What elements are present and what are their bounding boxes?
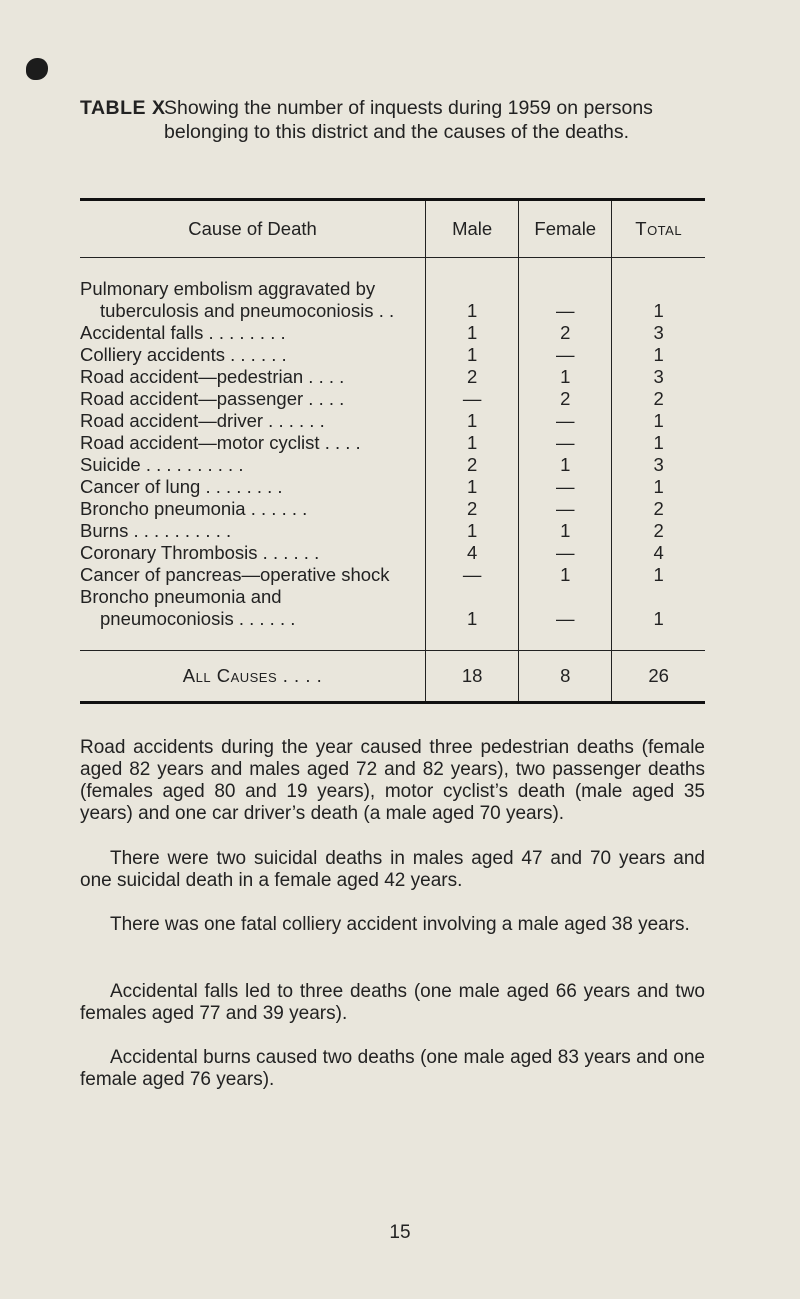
- total-label: All Causes . . . .: [80, 651, 426, 703]
- row-total: 1: [612, 608, 705, 630]
- table-row: [80, 520, 705, 542]
- row-cause: Accidental falls . . . . . . . .: [80, 322, 286, 343]
- row-total: 3: [612, 366, 705, 388]
- page-number: 15: [389, 1222, 411, 1243]
- row-female: —: [519, 432, 612, 454]
- row-cause: Road accident—driver . . . . . .: [80, 410, 325, 431]
- row-male: 1: [426, 322, 519, 344]
- row-cause: Suicide . . . . . . . . . .: [80, 454, 244, 475]
- total-row: [80, 651, 705, 703]
- row-female: —: [519, 410, 612, 432]
- row-cause: Broncho pneumonia . . . . . .: [80, 498, 308, 519]
- row-cause: Cancer of pancreas—operative shock: [80, 564, 390, 585]
- row-cause: Road accident—pedestrian . . . .: [80, 366, 345, 387]
- row-total: 3: [612, 454, 705, 476]
- row-male: 4: [426, 542, 519, 564]
- row-total: 1: [612, 410, 705, 432]
- row-female: 1: [519, 520, 612, 542]
- row-cause: Road accident—passenger . . . .: [80, 388, 345, 409]
- caption-label: TABLE X: [80, 97, 166, 119]
- row-female: —: [519, 608, 612, 630]
- row-female: 1: [519, 366, 612, 388]
- row-cause: Burns . . . . . . . . . .: [80, 520, 232, 541]
- row-female: 1: [519, 564, 612, 586]
- paragraph-road-accidents: Road accidents during the year caused three pedestrian deaths (female aged 82 years and males aged 72 and 82 years), two passenger deaths (females aged 80 and 19 years), motor cyclist’s death (male aged 35 years) and one car driver’s death (a male aged 70 years).: [80, 737, 705, 824]
- table-caption: [80, 96, 720, 144]
- table-row: [80, 542, 705, 564]
- table-row: [80, 388, 705, 410]
- table-row: [80, 476, 705, 498]
- row-total: 1: [612, 564, 705, 586]
- total-total: 26: [612, 651, 705, 703]
- row-male: —: [426, 564, 519, 586]
- row-female: [519, 278, 612, 300]
- row-total: 2: [612, 498, 705, 520]
- row-male: [426, 278, 519, 300]
- table-row: [80, 344, 705, 366]
- row-total: [612, 586, 705, 608]
- row-male: 1: [426, 520, 519, 542]
- row-cause: Road accident—motor cyclist . . . .: [80, 432, 361, 453]
- inquests-table: [80, 198, 705, 704]
- table-row: [80, 564, 705, 586]
- row-female: —: [519, 498, 612, 520]
- table-row: [80, 432, 705, 454]
- row-total: 2: [612, 520, 705, 542]
- table-row: [80, 300, 705, 322]
- row-cause: Colliery accidents . . . . . .: [80, 344, 287, 365]
- row-male: 2: [426, 454, 519, 476]
- row-female: 2: [519, 388, 612, 410]
- header-cause: Cause of Death: [80, 200, 426, 258]
- header-total: Total: [612, 200, 705, 258]
- row-female: [519, 586, 612, 608]
- row-male: 1: [426, 476, 519, 498]
- table-row: [80, 586, 705, 608]
- table-row: [80, 278, 705, 300]
- row-female: —: [519, 542, 612, 564]
- table-row: [80, 366, 705, 388]
- row-female: 2: [519, 322, 612, 344]
- row-male: 1: [426, 300, 519, 322]
- row-male: 1: [426, 344, 519, 366]
- row-female: 1: [519, 454, 612, 476]
- row-total: 1: [612, 300, 705, 322]
- ink-blot: [26, 58, 48, 80]
- spacer-row: [80, 258, 705, 279]
- paragraph-burns: Accidental burns caused two deaths (one male aged 83 years and one female aged 76 years).: [80, 1047, 705, 1090]
- total-female: 8: [519, 651, 612, 703]
- row-cause: Broncho pneumonia and: [80, 586, 282, 607]
- row-male: 1: [426, 608, 519, 630]
- spacer-row: [80, 630, 705, 651]
- table-header-row: [80, 200, 705, 258]
- row-female: —: [519, 344, 612, 366]
- row-cause: tuberculosis and pneumoconiosis . .: [100, 300, 395, 321]
- row-male: 2: [426, 498, 519, 520]
- row-total: 3: [612, 322, 705, 344]
- caption-text: Showing the number of inquests during 1959 on persons belonging to this district and the causes of the deaths.: [164, 97, 653, 143]
- table-row: [80, 410, 705, 432]
- row-total: 1: [612, 476, 705, 498]
- table-row: [80, 322, 705, 344]
- row-cause: pneumoconiosis . . . . . .: [100, 608, 296, 629]
- row-male: 1: [426, 432, 519, 454]
- row-total: [612, 278, 705, 300]
- paragraph-colliery: There was one fatal colliery accident involving a male aged 38 years.: [110, 914, 690, 935]
- row-cause: Cancer of lung . . . . . . . .: [80, 476, 283, 497]
- row-cause: Coronary Thrombosis . . . . . .: [80, 542, 320, 563]
- paragraph-falls: Accidental falls led to three deaths (one male aged 66 years and two females aged 77 and 39 years).: [80, 981, 705, 1024]
- row-male: 2: [426, 366, 519, 388]
- table-row: [80, 498, 705, 520]
- header-male: Male: [426, 200, 519, 258]
- row-total: 4: [612, 542, 705, 564]
- row-male: —: [426, 388, 519, 410]
- row-female: —: [519, 300, 612, 322]
- row-total: 1: [612, 344, 705, 366]
- row-male: 1: [426, 410, 519, 432]
- header-female: Female: [519, 200, 612, 258]
- row-cause: Pulmonary embolism aggravated by: [80, 278, 376, 299]
- table-row: [80, 608, 705, 630]
- row-male: [426, 586, 519, 608]
- total-male: 18: [426, 651, 519, 703]
- row-female: —: [519, 476, 612, 498]
- paragraph-suicides: There were two suicidal deaths in males aged 47 and 70 years and one suicidal death in a female aged 42 years.: [80, 848, 705, 891]
- row-total: 2: [612, 388, 705, 410]
- table-row: [80, 454, 705, 476]
- row-total: 1: [612, 432, 705, 454]
